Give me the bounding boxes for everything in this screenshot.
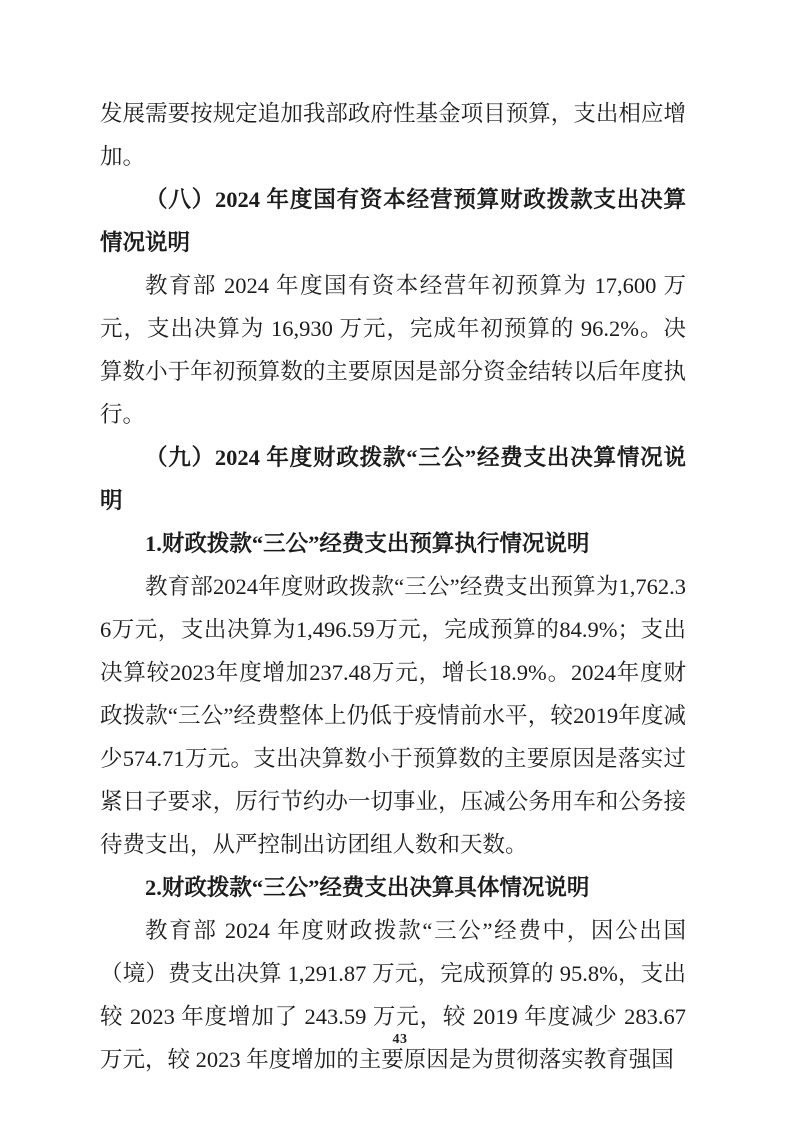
paragraph-three-public-budget: 教育部2024年度财政拨款“三公”经费支出预算为1,762.36万元，支出决算为1,496.59万元，完成预算的84.9%；支出决算较2023年度增加237.48万元，增长18.9%。2024年度财政拨款“三公”经费整体上仍低于疫情前水平，较2019年度减少574.71万元。支出决算数小于预算数的主要原因是落实过紧日子要求，厉行节约办一切事业，压减公务用车和公务接待费支出，从严控制出访团组人数和天数。 [100, 574, 686, 857]
subheading-1-budget-execution: 1.财政拨款“三公”经费支出预算执行情况说明 [145, 531, 590, 556]
paragraph-continuation: 发展需要按规定追加我部政府性基金项目预算，支出相应增加。 [100, 101, 686, 169]
section-heading-viii: （八）2024 年度国有资本经营预算财政拨款支出决算情况说明 [100, 187, 686, 255]
paragraph-three-public-detail: 教育部 2024 年度财政拨款“三公”经费中，因公出国（境）费支出决算 1,291.87 万元，完成预算的 95.8%，支出较 2023 年度增加了 243.59 万元，较 2019 年度减少 283.67 万元，较 2023 年度增加的主要原因是为贯彻落实教育强国 [100, 918, 686, 1072]
subheading-2-final-accounts-detail: 2.财政拨款“三公”经费支出决算具体情况说明 [145, 875, 590, 900]
page-number: 43 [392, 1032, 408, 1047]
document-body [100, 92, 686, 1081]
section-heading-ix: （九）2024 年度财政拨款“三公”经费支出决算情况说明 [100, 445, 686, 513]
paragraph-state-capital-budget: 教育部 2024 年度国有资本经营年初预算为 17,600 万元，支出决算为 16,930 万元，完成年初预算的 96.2%。决算数小于年初预算数的主要原因是部分资金结转以后年度执行。 [100, 273, 686, 427]
